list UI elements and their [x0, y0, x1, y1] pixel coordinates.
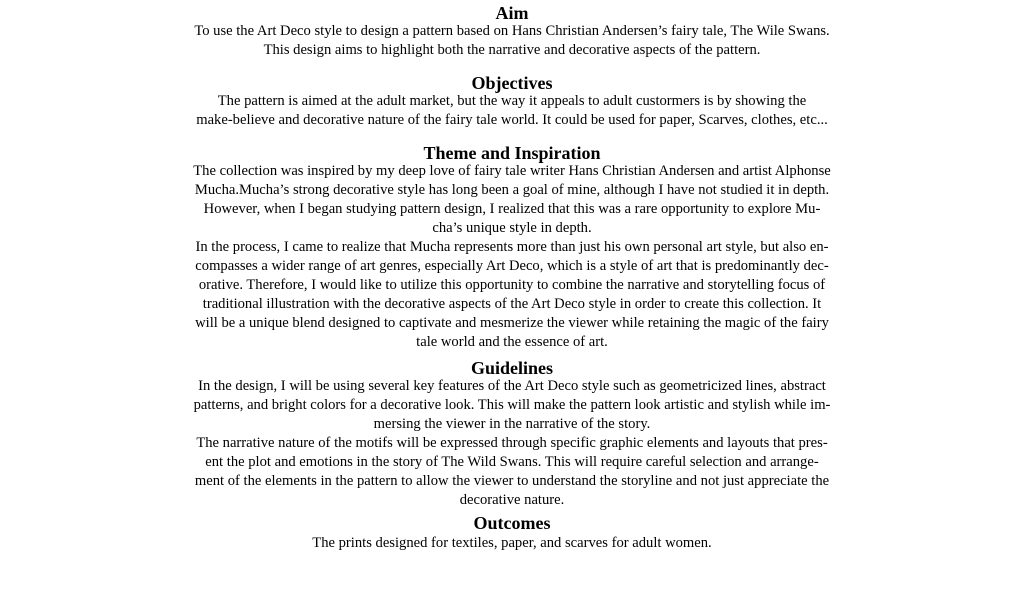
- theme-line: traditional illustration with the decorative aspects of the Art Deco style in order to create this collection. It: [202, 296, 822, 312]
- heading-theme-and-inspiration: Theme and Inspiration: [423, 143, 601, 163]
- outcomes-line: The prints designed for textiles, paper, and scarves for adult women.: [312, 535, 712, 551]
- theme-line: compasses a wider range of art genres, especially Art Deco, which is a style of art that is predominantly dec-: [195, 258, 829, 274]
- objectives-line: make-believe and decorative nature of the fairy tale world. It could be used for paper, Scarves, clothes, etc...: [196, 112, 828, 128]
- guidelines-line: patterns, and bright colors for a decorative look. This will make the pattern look artistic and stylish while im-: [193, 397, 831, 413]
- objectives-line: The pattern is aimed at the adult market, but the way it appeals to adult custormers is by showing the: [217, 93, 807, 109]
- heading-outcomes: Outcomes: [473, 513, 551, 533]
- guidelines-line: The narrative nature of the motifs will be expressed through specific graphic elements and layouts that pres-: [196, 435, 828, 451]
- theme-line: However, when I began studying pattern design, I realized that this was a rare opportunity to explore Mu-: [203, 201, 821, 217]
- heading-guidelines: Guidelines: [470, 358, 554, 378]
- theme-line: cha’s unique style in depth.: [432, 220, 592, 236]
- aim-line: This design aims to highlight both the narrative and decorative aspects of the pattern.: [263, 42, 761, 58]
- guidelines-line: ent the plot and emotions in the story of The Wild Swans. This will require careful selection and arrange-: [205, 454, 819, 470]
- theme-line: will be a unique blend designed to captivate and mesmerize the viewer while retaining the magic of the fairy: [195, 315, 829, 331]
- heading-aim: Aim: [495, 3, 529, 23]
- theme-line: tale world and the essence of art.: [416, 334, 608, 350]
- theme-line: Mucha.Mucha’s strong decorative style has long been a goal of mine, although I have not studied it in depth.: [194, 182, 830, 198]
- guidelines-line: decorative nature.: [459, 492, 565, 508]
- theme-line: The collection was inspired by my deep love of fairy tale writer Hans Christian Andersen and artist Alphonse: [193, 163, 831, 179]
- theme-line: orative. Therefore, I would like to utilize this opportunity to combine the narrative and storytelling focus of: [198, 277, 826, 293]
- theme-line: In the process, I came to realize that Mucha represents more than just his own personal art style, but also en-: [195, 239, 829, 255]
- guidelines-line: mersing the viewer in the narrative of the story.: [373, 416, 651, 432]
- guidelines-line: ment of the elements in the pattern to allow the viewer to understand the storyline and not just appreciate the: [194, 473, 830, 489]
- heading-objectives: Objectives: [471, 73, 553, 93]
- guidelines-line: In the design, I will be using several key features of the Art Deco style such as geometricized lines, abstract: [198, 378, 826, 394]
- aim-line: To use the Art Deco style to design a pattern based on Hans Christian Andersen’s fairy tale, The Wile Swans.: [194, 23, 830, 39]
